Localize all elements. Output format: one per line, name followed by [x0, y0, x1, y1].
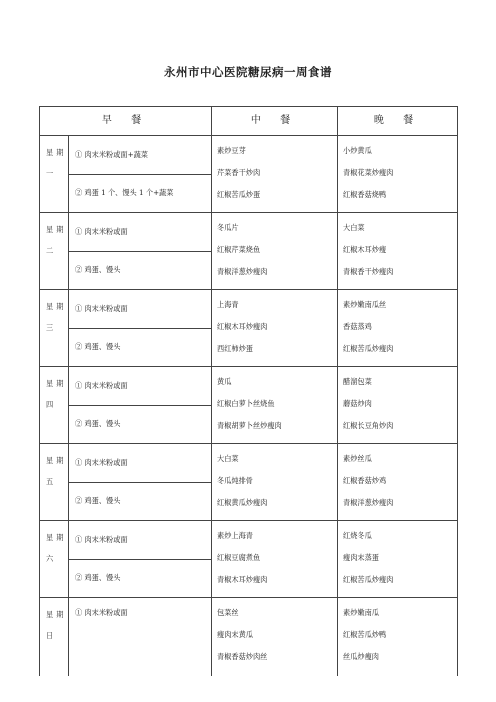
- breakfast-option-2: ② 鸡蛋、馒头: [69, 482, 212, 521]
- breakfast-option-1: ① 肉末米粉或面: [69, 290, 212, 329]
- day-row: [40, 136, 458, 175]
- lunch-dish: 大白菜: [217, 454, 239, 463]
- dinner-dish: 大白菜: [343, 223, 365, 232]
- dinner-dish: 红椒长豆角炒肉: [343, 421, 394, 430]
- page-title: 永州市中心医院糖尿病一周食谱: [164, 65, 332, 79]
- dinner-dish: 红烧冬瓜: [343, 531, 372, 540]
- day-label-part: 五: [46, 477, 57, 486]
- header-breakfast: 早 餐: [40, 107, 212, 136]
- dinner-cell: [338, 521, 458, 598]
- day-label-part: 二: [46, 246, 57, 255]
- lunch-cell: [212, 367, 338, 444]
- dinner-dish: 素炒嫩南瓜丝: [343, 300, 387, 309]
- day-label: [40, 367, 69, 444]
- breakfast-option-1: ① 肉末米粉或面: [69, 598, 212, 677]
- lunch-cell: [212, 290, 338, 367]
- lunch-dish: 红椒苦瓜炒蛋: [217, 190, 261, 199]
- dinner-cell: [338, 290, 458, 367]
- lunch-dish: 青椒胡萝卜丝炒瘦肉: [217, 421, 282, 430]
- dinner-dish: 青椒香干炒瘦肉: [343, 267, 394, 276]
- menu-rows: [40, 136, 458, 677]
- dinner-dish: 红椒苦瓜炒鸭: [343, 630, 387, 639]
- day-label: [40, 213, 69, 290]
- day-row: [40, 598, 458, 677]
- dinner-cell: [338, 598, 458, 677]
- lunch-dish: 瘦肉末黄瓜: [217, 630, 253, 639]
- breakfast-option-2: ② 鸡蛋、馒头: [69, 251, 212, 290]
- header-lunch: 中 餐: [212, 107, 338, 136]
- dinner-cell: [338, 213, 458, 290]
- day-label-part: 三: [46, 323, 57, 332]
- lunch-dish: 冬瓜炖排骨: [217, 476, 253, 485]
- breakfast-option-2: ② 鸡蛋 1 个、馒头 1 个+蔬菜: [69, 174, 212, 213]
- day-label-part: 星期: [46, 379, 67, 388]
- breakfast-option-2: ② 鸡蛋、馒头: [69, 559, 212, 598]
- breakfast-option-1: ① 肉末米粉或面: [69, 367, 212, 406]
- lunch-dish: 红椒芹菜烧鱼: [217, 245, 261, 254]
- menu-table-container: [39, 106, 457, 676]
- lunch-dish: 冬瓜片: [217, 223, 239, 232]
- dinner-dish: 素炒嫩南瓜: [343, 608, 379, 617]
- day-label: [40, 290, 69, 367]
- day-label: [40, 136, 69, 213]
- menu-table: [39, 106, 458, 676]
- header-dinner: 晚 餐: [338, 107, 458, 136]
- day-label-part: 星期: [46, 456, 67, 465]
- day-label-part: 星期: [46, 148, 67, 157]
- lunch-dish: 素炒上海青: [217, 531, 253, 540]
- header-row: [40, 107, 458, 136]
- day-label: [40, 444, 69, 521]
- day-label-part: 星期: [46, 533, 67, 542]
- day-label-part: 星期: [46, 302, 67, 311]
- day-label-part: 日: [46, 631, 57, 640]
- day-label-part: 星期: [46, 225, 67, 234]
- lunch-dish: 上海青: [217, 300, 239, 309]
- breakfast-option-1: ① 肉末米粉或面: [69, 444, 212, 483]
- dinner-dish: 青椒花菜炒瘦肉: [343, 168, 394, 177]
- dinner-dish: 小炒黄瓜: [343, 146, 372, 155]
- day-label-part: 一: [46, 169, 57, 178]
- breakfast-option-2: ② 鸡蛋、馒头: [69, 328, 212, 367]
- lunch-cell: [212, 598, 338, 677]
- lunch-dish: 包菜丝: [217, 608, 239, 617]
- dinner-dish: 香菇蒸鸡: [343, 322, 372, 331]
- lunch-dish: 红椒白萝卜丝烧鱼: [217, 399, 275, 408]
- day-row: [40, 521, 458, 560]
- dinner-dish: 红椒苦瓜炒瘦肉: [343, 344, 394, 353]
- lunch-cell: [212, 136, 338, 213]
- dinner-dish: 丝瓜炒瘦肉: [343, 652, 379, 661]
- dinner-dish: 青椒洋葱炒瘦肉: [343, 498, 394, 507]
- day-label-part: 星期: [46, 610, 67, 619]
- day-row: [40, 213, 458, 252]
- day-row: [40, 444, 458, 483]
- lunch-dish: 青椒香菇炒肉丝: [217, 652, 268, 661]
- lunch-dish: 红椒黄瓜炒瘦肉: [217, 498, 268, 507]
- day-row: [40, 290, 458, 329]
- dinner-dish: 蘑菇炒肉: [343, 399, 372, 408]
- lunch-dish: 红椒木耳炒瘦肉: [217, 322, 268, 331]
- dinner-cell: [338, 444, 458, 521]
- lunch-cell: [212, 444, 338, 521]
- day-row: [40, 367, 458, 406]
- lunch-dish: 青椒木耳炒瘦肉: [217, 575, 268, 584]
- lunch-dish: 素炒豆芽: [217, 146, 246, 155]
- breakfast-option-1: ① 肉末米粉或面+蔬菜: [69, 136, 212, 175]
- breakfast-option-2: ② 鸡蛋、馒头: [69, 405, 212, 444]
- lunch-cell: [212, 213, 338, 290]
- dinner-dish: 红椒香菇炒鸡: [343, 476, 387, 485]
- lunch-dish: 青椒洋葱炒瘦肉: [217, 267, 268, 276]
- dinner-dish: 红椒木耳炒瘦: [343, 245, 387, 254]
- dinner-dish: 红椒香菇烧鸭: [343, 190, 387, 199]
- lunch-dish: 红椒豆腐煮鱼: [217, 553, 261, 562]
- lunch-dish: 黄瓜: [217, 377, 232, 386]
- day-label: [40, 598, 69, 677]
- day-label: [40, 521, 69, 598]
- dinner-dish: 醋溜包菜: [343, 377, 372, 386]
- lunch-dish: 西红柿炒蛋: [217, 344, 253, 353]
- dinner-cell: [338, 136, 458, 213]
- dinner-cell: [338, 367, 458, 444]
- dinner-dish: 红椒苦瓜炒瘦肉: [343, 575, 394, 584]
- day-label-part: 六: [46, 554, 57, 563]
- day-label-part: 四: [46, 400, 57, 409]
- lunch-dish: 芹菜香干炒肉: [217, 168, 261, 177]
- breakfast-option-1: ① 肉末米粉或面: [69, 521, 212, 560]
- dinner-dish: 素炒丝瓜: [343, 454, 372, 463]
- dinner-dish: 瘦肉末蒸蛋: [343, 553, 379, 562]
- lunch-cell: [212, 521, 338, 598]
- breakfast-option-1: ① 肉末米粉或面: [69, 213, 212, 252]
